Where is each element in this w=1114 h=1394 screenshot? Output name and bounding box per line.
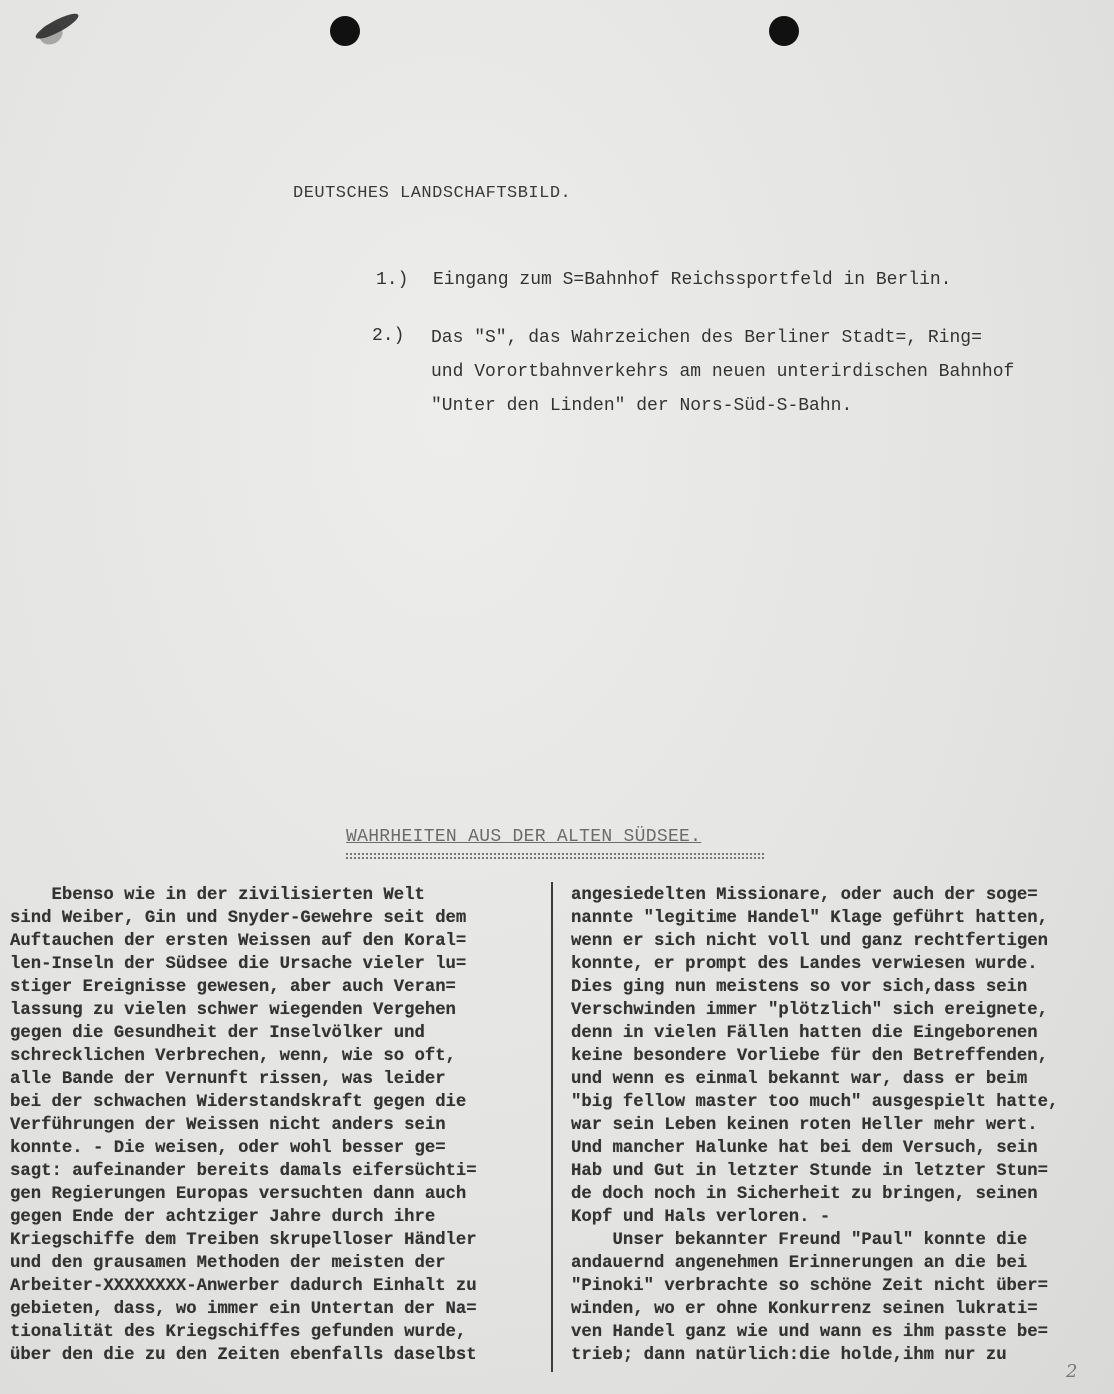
text-line: trieb; dann natürlich:die holde,ihm nur zu — [571, 1346, 1007, 1365]
text-line: winden, wo er ohne Konkurrenz seinen lukrati= — [571, 1300, 1038, 1319]
text-line: über den die zu den Zeiten ebenfalls daselbst — [10, 1346, 477, 1365]
text-line: Verschwinden immer "plötzlich" sich ereignete, — [571, 1001, 1049, 1020]
text-line: Hab und Gut in letzter Stunde in letzter Stun= — [571, 1162, 1049, 1181]
section-heading: DEUTSCHES LANDSCHAFTSBILD. — [293, 184, 572, 203]
text-line: nannte "legitime Handel" Klage geführt hatten, — [571, 909, 1049, 928]
text-line: andauernd angenehmen Erinnerungen an die bei — [571, 1254, 1028, 1273]
text-line: Kopf und Hals verloren. - — [571, 1208, 831, 1227]
text-line: Ebenso wie in der zivilisierten Welt — [10, 886, 425, 905]
text-line: de doch noch in Sicherheit zu bringen, seinen — [571, 1185, 1038, 1204]
caption-line: und Vorortbahnverkehrs am neuen unterirdischen Bahnhof — [431, 362, 1015, 382]
text-line: keine besondere Vorliebe für den Betreffenden, — [571, 1047, 1049, 1066]
text-line: len-Inseln der Südsee die Ursache vieler lu= — [10, 955, 467, 974]
text-line: war sein Leben keinen roten Heller mehr wert. — [571, 1116, 1038, 1135]
text-line: Auftauchen der ersten Weissen auf den Koral= — [10, 932, 467, 951]
text-line: gen Regierungen Europas versuchten dann auch — [10, 1185, 467, 1204]
text-line: schrecklichen Verbrechen, wenn, wie so oft, — [10, 1047, 456, 1066]
text-line: sagt: aufeinander bereits damals eifersüchti= — [10, 1162, 477, 1181]
text-line: denn in vielen Fällen hatten die Eingeborenen — [571, 1024, 1038, 1043]
text-line: und wenn es einmal bekannt war, dass er beim — [571, 1070, 1028, 1089]
text-line: Verführungen der Weissen nicht anders sein — [10, 1116, 446, 1135]
text-line: Kriegschiffe dem Treiben skrupelloser Händler — [10, 1231, 477, 1250]
text-line: konnte. - Die weisen, oder wohl besser ge= — [10, 1139, 446, 1158]
text-line: gegen Ende der achtziger Jahre durch ihre — [10, 1208, 436, 1227]
text-line: Unser bekannter Freund "Paul" konnte die — [571, 1231, 1028, 1250]
punch-hole-right — [769, 16, 799, 46]
text-line: "Pinoki" verbrachte so schöne Zeit nicht über= — [571, 1277, 1049, 1296]
text-line: gebieten, dass, wo immer ein Untertan der Na= — [10, 1300, 477, 1319]
text-line: wenn er sich nicht voll und ganz rechtfertigen — [571, 932, 1049, 951]
article-title-text: WAHRHEITEN AUS DER ALTEN SÜDSEE. — [346, 827, 702, 847]
text-line: stiger Ereignisse gewesen, aber auch Veran= — [10, 978, 456, 997]
text-line: gegen die Gesundheit der Inselvölker und — [10, 1024, 425, 1043]
column-divider — [551, 882, 553, 1372]
punch-hole-left — [330, 16, 360, 46]
text-line: tionalität des Kriegschiffes gefunden wurde, — [10, 1323, 467, 1342]
caption-number: 2.) — [372, 326, 405, 346]
text-line: "big fellow master too much" ausgespielt hatte, — [571, 1093, 1059, 1112]
article-left-column — [10, 884, 540, 1367]
text-line: angesiedelten Missionare, oder auch der soge= — [571, 886, 1038, 905]
caption-line: Eingang zum S=Bahnhof Reichssportfeld in Berlin. — [433, 270, 952, 290]
title-double-rule — [346, 853, 764, 859]
text-line: sind Weiber, Gin und Snyder-Gewehre seit dem — [10, 909, 467, 928]
caption-number: 1.) — [376, 270, 409, 290]
article-title — [346, 827, 766, 859]
text-line: Dies ging nun meistens so vor sich,dass sein — [571, 978, 1028, 997]
text-line: bei der schwachen Widerstandskraft gegen die — [10, 1093, 467, 1112]
text-line: alle Bande der Vernunft rissen, was leider — [10, 1070, 446, 1089]
text-line: und den grausamen Methoden der meisten der — [10, 1254, 446, 1273]
text-line: ven Handel ganz wie und wann es ihm passte be= — [571, 1323, 1049, 1342]
article-right-column — [571, 884, 1111, 1367]
text-line: Und mancher Halunke hat bei dem Versuch, sein — [571, 1139, 1038, 1158]
caption-line: "Unter den Linden" der Nors-Süd-S-Bahn. — [431, 396, 853, 416]
page-number: 2 — [1066, 1361, 1078, 1382]
text-line: konnte, er prompt des Landes verwiesen wurde. — [571, 955, 1038, 974]
text-line: lassung zu vielen schwer wiegenden Vergehen — [10, 1001, 456, 1020]
text-line: Arbeiter-XXXXXXXX-Anwerber dadurch Einhalt zu — [10, 1277, 477, 1296]
ink-smudge — [25, 0, 90, 55]
caption-line: Das "S", das Wahrzeichen des Berliner Stadt=, Ring= — [431, 328, 982, 348]
